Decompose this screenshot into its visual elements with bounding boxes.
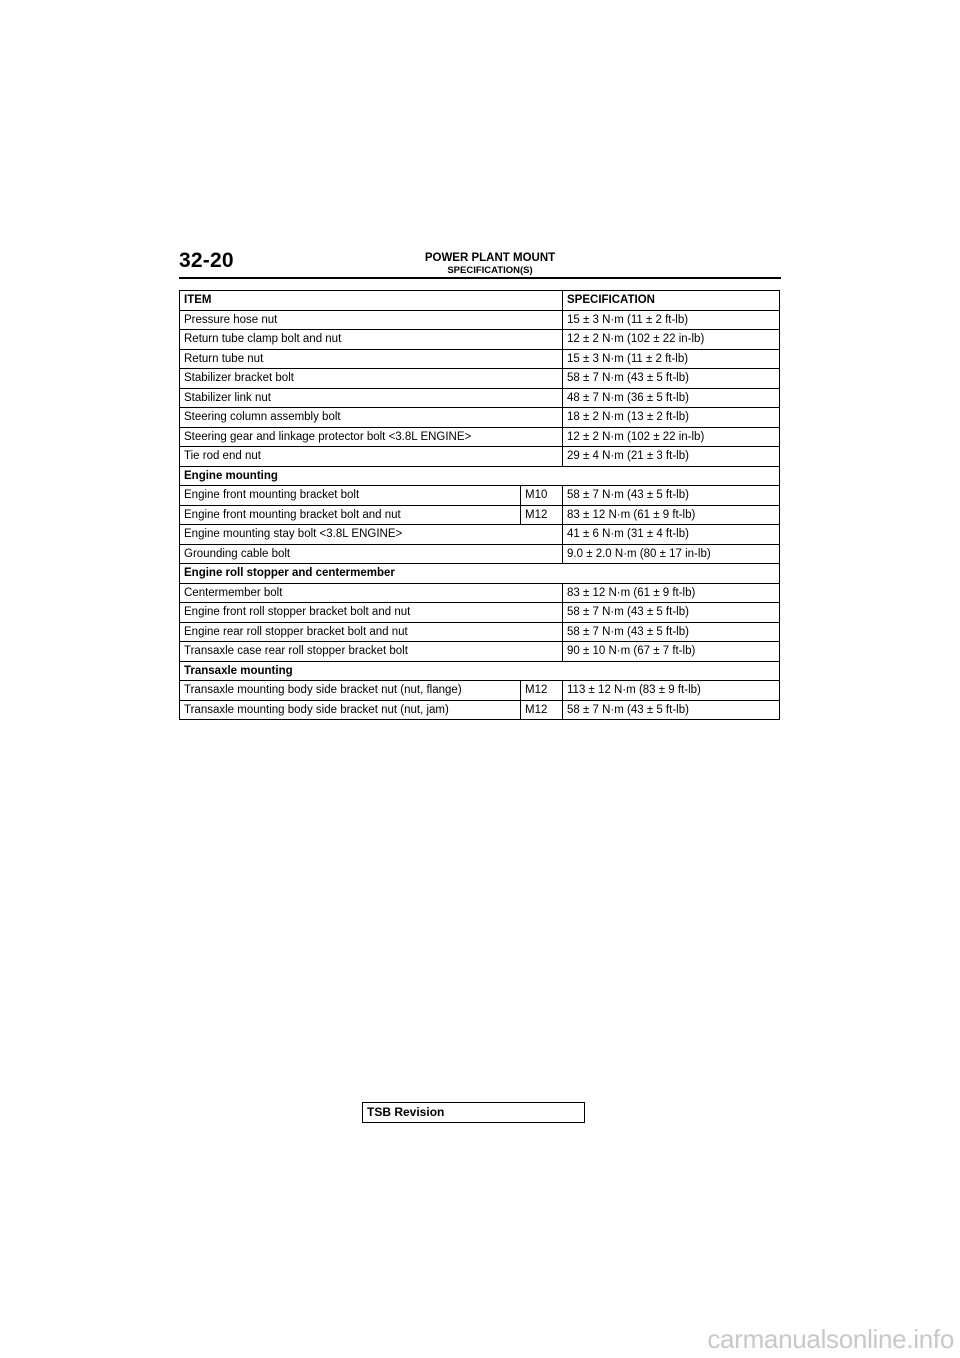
item-cell: Steering column assembly bolt: [180, 408, 563, 428]
table-row: [180, 486, 780, 506]
table-row: [180, 642, 780, 662]
section-row: [180, 564, 780, 584]
table-header-row: [180, 291, 780, 311]
header-rule: [179, 277, 781, 279]
section-title: POWER PLANT MOUNT: [424, 252, 556, 264]
item-cell: Stabilizer bracket bolt: [180, 369, 563, 389]
specification-cell: 12 ± 2 N·m (102 ± 22 in-lb): [563, 330, 780, 350]
size-cell: M12: [521, 700, 563, 720]
item-cell: Centermember bolt: [180, 583, 563, 603]
section-row: [180, 466, 780, 486]
table-row: [180, 349, 780, 369]
specification-cell: 113 ± 12 N·m (83 ± 9 ft-lb): [563, 681, 780, 701]
section-heading: Engine mounting: [180, 466, 780, 486]
column-header-specification: SPECIFICATION: [563, 291, 780, 311]
specification-cell: 9.0 ± 2.0 N·m (80 ± 17 in-lb): [563, 544, 780, 564]
specification-cell: 41 ± 6 N·m (31 ± 4 ft-lb): [563, 525, 780, 545]
table-body: [180, 310, 780, 720]
size-cell: M12: [521, 681, 563, 701]
item-cell: Tie rod end nut: [180, 447, 563, 467]
section-heading: Engine roll stopper and centermember: [180, 564, 780, 584]
page-number: 32-20: [179, 249, 234, 272]
specification-cell: 58 ± 7 N·m (43 ± 5 ft-lb): [563, 369, 780, 389]
table-row: [180, 408, 780, 428]
table-row: [180, 447, 780, 467]
specification-cell: 58 ± 7 N·m (43 ± 5 ft-lb): [563, 486, 780, 506]
size-cell: M12: [521, 505, 563, 525]
specification-cell: 90 ± 10 N·m (67 ± 7 ft-lb): [563, 642, 780, 662]
item-cell: Engine rear roll stopper bracket bolt and nut: [180, 622, 563, 642]
table-row: [180, 544, 780, 564]
table-row: [180, 700, 780, 720]
section-heading: Transaxle mounting: [180, 661, 780, 681]
table-row: [180, 505, 780, 525]
column-header-item: ITEM: [180, 291, 563, 311]
section-subtitle: SPECIFICATION(S): [447, 265, 533, 276]
specification-cell: 18 ± 2 N·m (13 ± 2 ft-lb): [563, 408, 780, 428]
specification-cell: 83 ± 12 N·m (61 ± 9 ft-lb): [563, 505, 780, 525]
specification-cell: 58 ± 7 N·m (43 ± 5 ft-lb): [563, 622, 780, 642]
table-row: [180, 681, 780, 701]
table-row: [180, 603, 780, 623]
item-cell: Engine mounting stay bolt <3.8L ENGINE>: [180, 525, 563, 545]
item-cell: Return tube clamp bolt and nut: [180, 330, 563, 350]
section-row: [180, 661, 780, 681]
specification-cell: 83 ± 12 N·m (61 ± 9 ft-lb): [563, 583, 780, 603]
tsb-revision-box: TSB Revision: [362, 1102, 585, 1123]
specification-cell: 48 ± 7 N·m (36 ± 5 ft-lb): [563, 388, 780, 408]
table-row: [180, 427, 780, 447]
table-row: [180, 525, 780, 545]
table-row: [180, 369, 780, 389]
table-row: [180, 622, 780, 642]
item-cell: Steering gear and linkage protector bolt <3.8L ENGINE>: [180, 427, 563, 447]
item-cell: Transaxle mounting body side bracket nut (nut, flange): [180, 681, 521, 701]
item-cell: Engine front mounting bracket bolt and nut: [180, 505, 521, 525]
item-cell: Transaxle mounting body side bracket nut (nut, jam): [180, 700, 521, 720]
specification-cell: 58 ± 7 N·m (43 ± 5 ft-lb): [563, 700, 780, 720]
specification-cell: 15 ± 3 N·m (11 ± 2 ft-lb): [563, 349, 780, 369]
specification-cell: 12 ± 2 N·m (102 ± 22 in-lb): [563, 427, 780, 447]
item-cell: Return tube nut: [180, 349, 563, 369]
item-cell: Grounding cable bolt: [180, 544, 563, 564]
table-row: [180, 388, 780, 408]
item-cell: Engine front mounting bracket bolt: [180, 486, 521, 506]
item-cell: Pressure hose nut: [180, 310, 563, 330]
item-cell: Stabilizer link nut: [180, 388, 563, 408]
size-cell: M10: [521, 486, 563, 506]
specification-cell: 58 ± 7 N·m (43 ± 5 ft-lb): [563, 603, 780, 623]
item-cell: Transaxle case rear roll stopper bracket bolt: [180, 642, 563, 662]
specification-cell: 29 ± 4 N·m (21 ± 3 ft-lb): [563, 447, 780, 467]
table-row: [180, 310, 780, 330]
watermark: carmanualsonline.info: [707, 1324, 954, 1354]
specification-cell: 15 ± 3 N·m (11 ± 2 ft-lb): [563, 310, 780, 330]
item-cell: Engine front roll stopper bracket bolt and nut: [180, 603, 563, 623]
table-row: [180, 330, 780, 350]
specification-table: [179, 290, 780, 720]
table-row: [180, 583, 780, 603]
